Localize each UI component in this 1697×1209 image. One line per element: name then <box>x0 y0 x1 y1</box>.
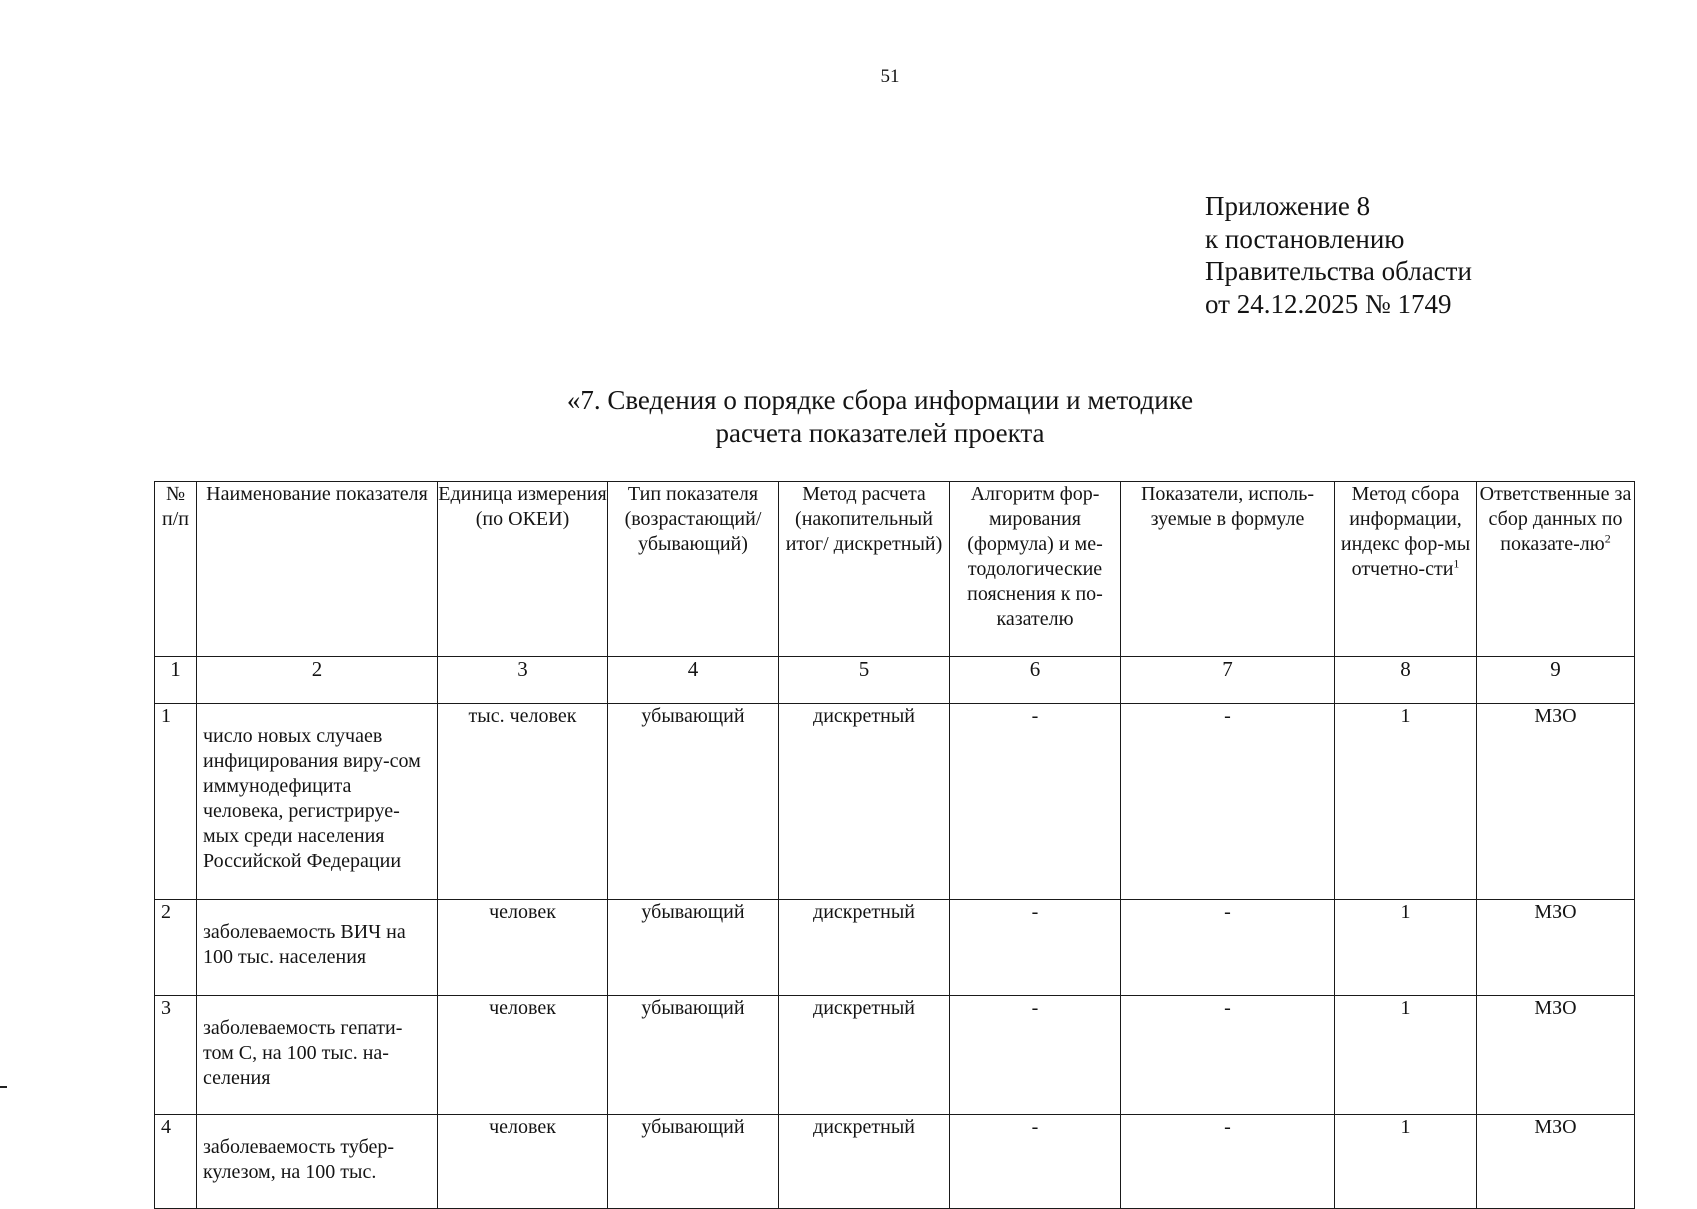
responsible-cell: МЗО <box>1477 704 1635 900</box>
collection-cell: 1 <box>1335 900 1477 996</box>
table-row <box>155 1115 1635 1209</box>
row-number: 2 <box>155 900 197 996</box>
indicator-name: заболеваемость тубер-кулезом, на 100 тыс. <box>197 1115 438 1209</box>
method-cell: дискретный <box>779 704 950 900</box>
column-number: 9 <box>1477 657 1635 704</box>
table-header-row <box>155 482 1635 657</box>
column-number: 2 <box>197 657 438 704</box>
table-row <box>155 900 1635 996</box>
unit-cell: человек <box>438 996 608 1115</box>
algorithm-cell: - <box>950 996 1121 1115</box>
header-cell: Наименование показателя <box>197 482 438 657</box>
unit-cell: человек <box>438 1115 608 1209</box>
collection-cell: 1 <box>1335 996 1477 1115</box>
indicator-name: число новых случаев инфицирования виру-сом иммунодефицита человека, регистрируе-мых среди населения Российской Федерации <box>197 704 438 900</box>
appendix-block <box>1205 190 1472 320</box>
footnote-marker: 1 <box>1453 556 1460 571</box>
type-cell: убывающий <box>608 900 779 996</box>
header-cell: Показатели, исполь-зуемые в формуле <box>1121 482 1335 657</box>
row-number: 1 <box>155 704 197 900</box>
indicators-table <box>154 481 1635 1209</box>
column-number: 1 <box>155 657 197 704</box>
collection-cell: 1 <box>1335 1115 1477 1209</box>
table-row <box>155 996 1635 1115</box>
header-cell: Метод расчета (накопительный итог/ дискретный) <box>779 482 950 657</box>
scan-edge-mark <box>0 1086 7 1088</box>
footnote-marker: 2 <box>1604 531 1611 546</box>
appendix-line-1: Приложение 8 <box>1205 191 1371 221</box>
method-cell: дискретный <box>779 996 950 1115</box>
row-number: 3 <box>155 996 197 1115</box>
indicator-name: заболеваемость ВИЧ на 100 тыс. населения <box>197 900 438 996</box>
algorithm-cell: - <box>950 900 1121 996</box>
column-number: 6 <box>950 657 1121 704</box>
column-number: 5 <box>779 657 950 704</box>
header-cell <box>1335 482 1477 657</box>
title-line-2: расчета показателей проекта <box>715 417 1045 448</box>
header-cell: № п/п <box>155 482 197 657</box>
document-title <box>330 384 1430 449</box>
page-number: 51 <box>880 66 900 87</box>
header-text: Метод сбора информации, индекс фор-мы отчетно-сти <box>1340 483 1471 580</box>
responsible-cell: МЗО <box>1477 996 1635 1115</box>
table-row <box>155 704 1635 900</box>
header-text: Ответственные за сбор данных по показате-лю <box>1479 483 1632 555</box>
indicator-name: заболеваемость гепати-том С, на 100 тыс. на-селения <box>197 996 438 1115</box>
header-cell: Единица измерения (по ОКЕИ) <box>438 482 608 657</box>
column-number: 3 <box>438 657 608 704</box>
method-cell: дискретный <box>779 900 950 996</box>
type-cell: убывающий <box>608 1115 779 1209</box>
appendix-line-4: от 24.12.2025 № 1749 <box>1205 288 1452 319</box>
appendix-line-3: Правительства области <box>1205 256 1472 286</box>
indicators-cell: - <box>1121 996 1335 1115</box>
responsible-cell: МЗО <box>1477 900 1635 996</box>
header-cell <box>1477 482 1635 657</box>
collection-cell: 1 <box>1335 704 1477 900</box>
column-number-row <box>155 657 1635 704</box>
header-cell: Тип показателя (возрастающий/ убывающий) <box>608 482 779 657</box>
algorithm-cell: - <box>950 704 1121 900</box>
row-number: 4 <box>155 1115 197 1209</box>
header-cell: Алгоритм фор-мирования (формула) и ме-тодологические пояснения к по-казателю <box>950 482 1121 657</box>
type-cell: убывающий <box>608 704 779 900</box>
type-cell: убывающий <box>608 996 779 1115</box>
indicators-cell: - <box>1121 1115 1335 1209</box>
unit-cell: человек <box>438 900 608 996</box>
column-number: 8 <box>1335 657 1477 704</box>
unit-cell: тыс. человек <box>438 704 608 900</box>
title-line-1: «7. Сведения о порядке сбора информации и методике <box>566 385 1194 415</box>
algorithm-cell: - <box>950 1115 1121 1209</box>
column-number: 7 <box>1121 657 1335 704</box>
indicators-cell: - <box>1121 704 1335 900</box>
method-cell: дискретный <box>779 1115 950 1209</box>
responsible-cell: МЗО <box>1477 1115 1635 1209</box>
appendix-line-2: к постановлению <box>1205 223 1405 254</box>
column-number: 4 <box>608 657 779 704</box>
indicators-cell: - <box>1121 900 1335 996</box>
